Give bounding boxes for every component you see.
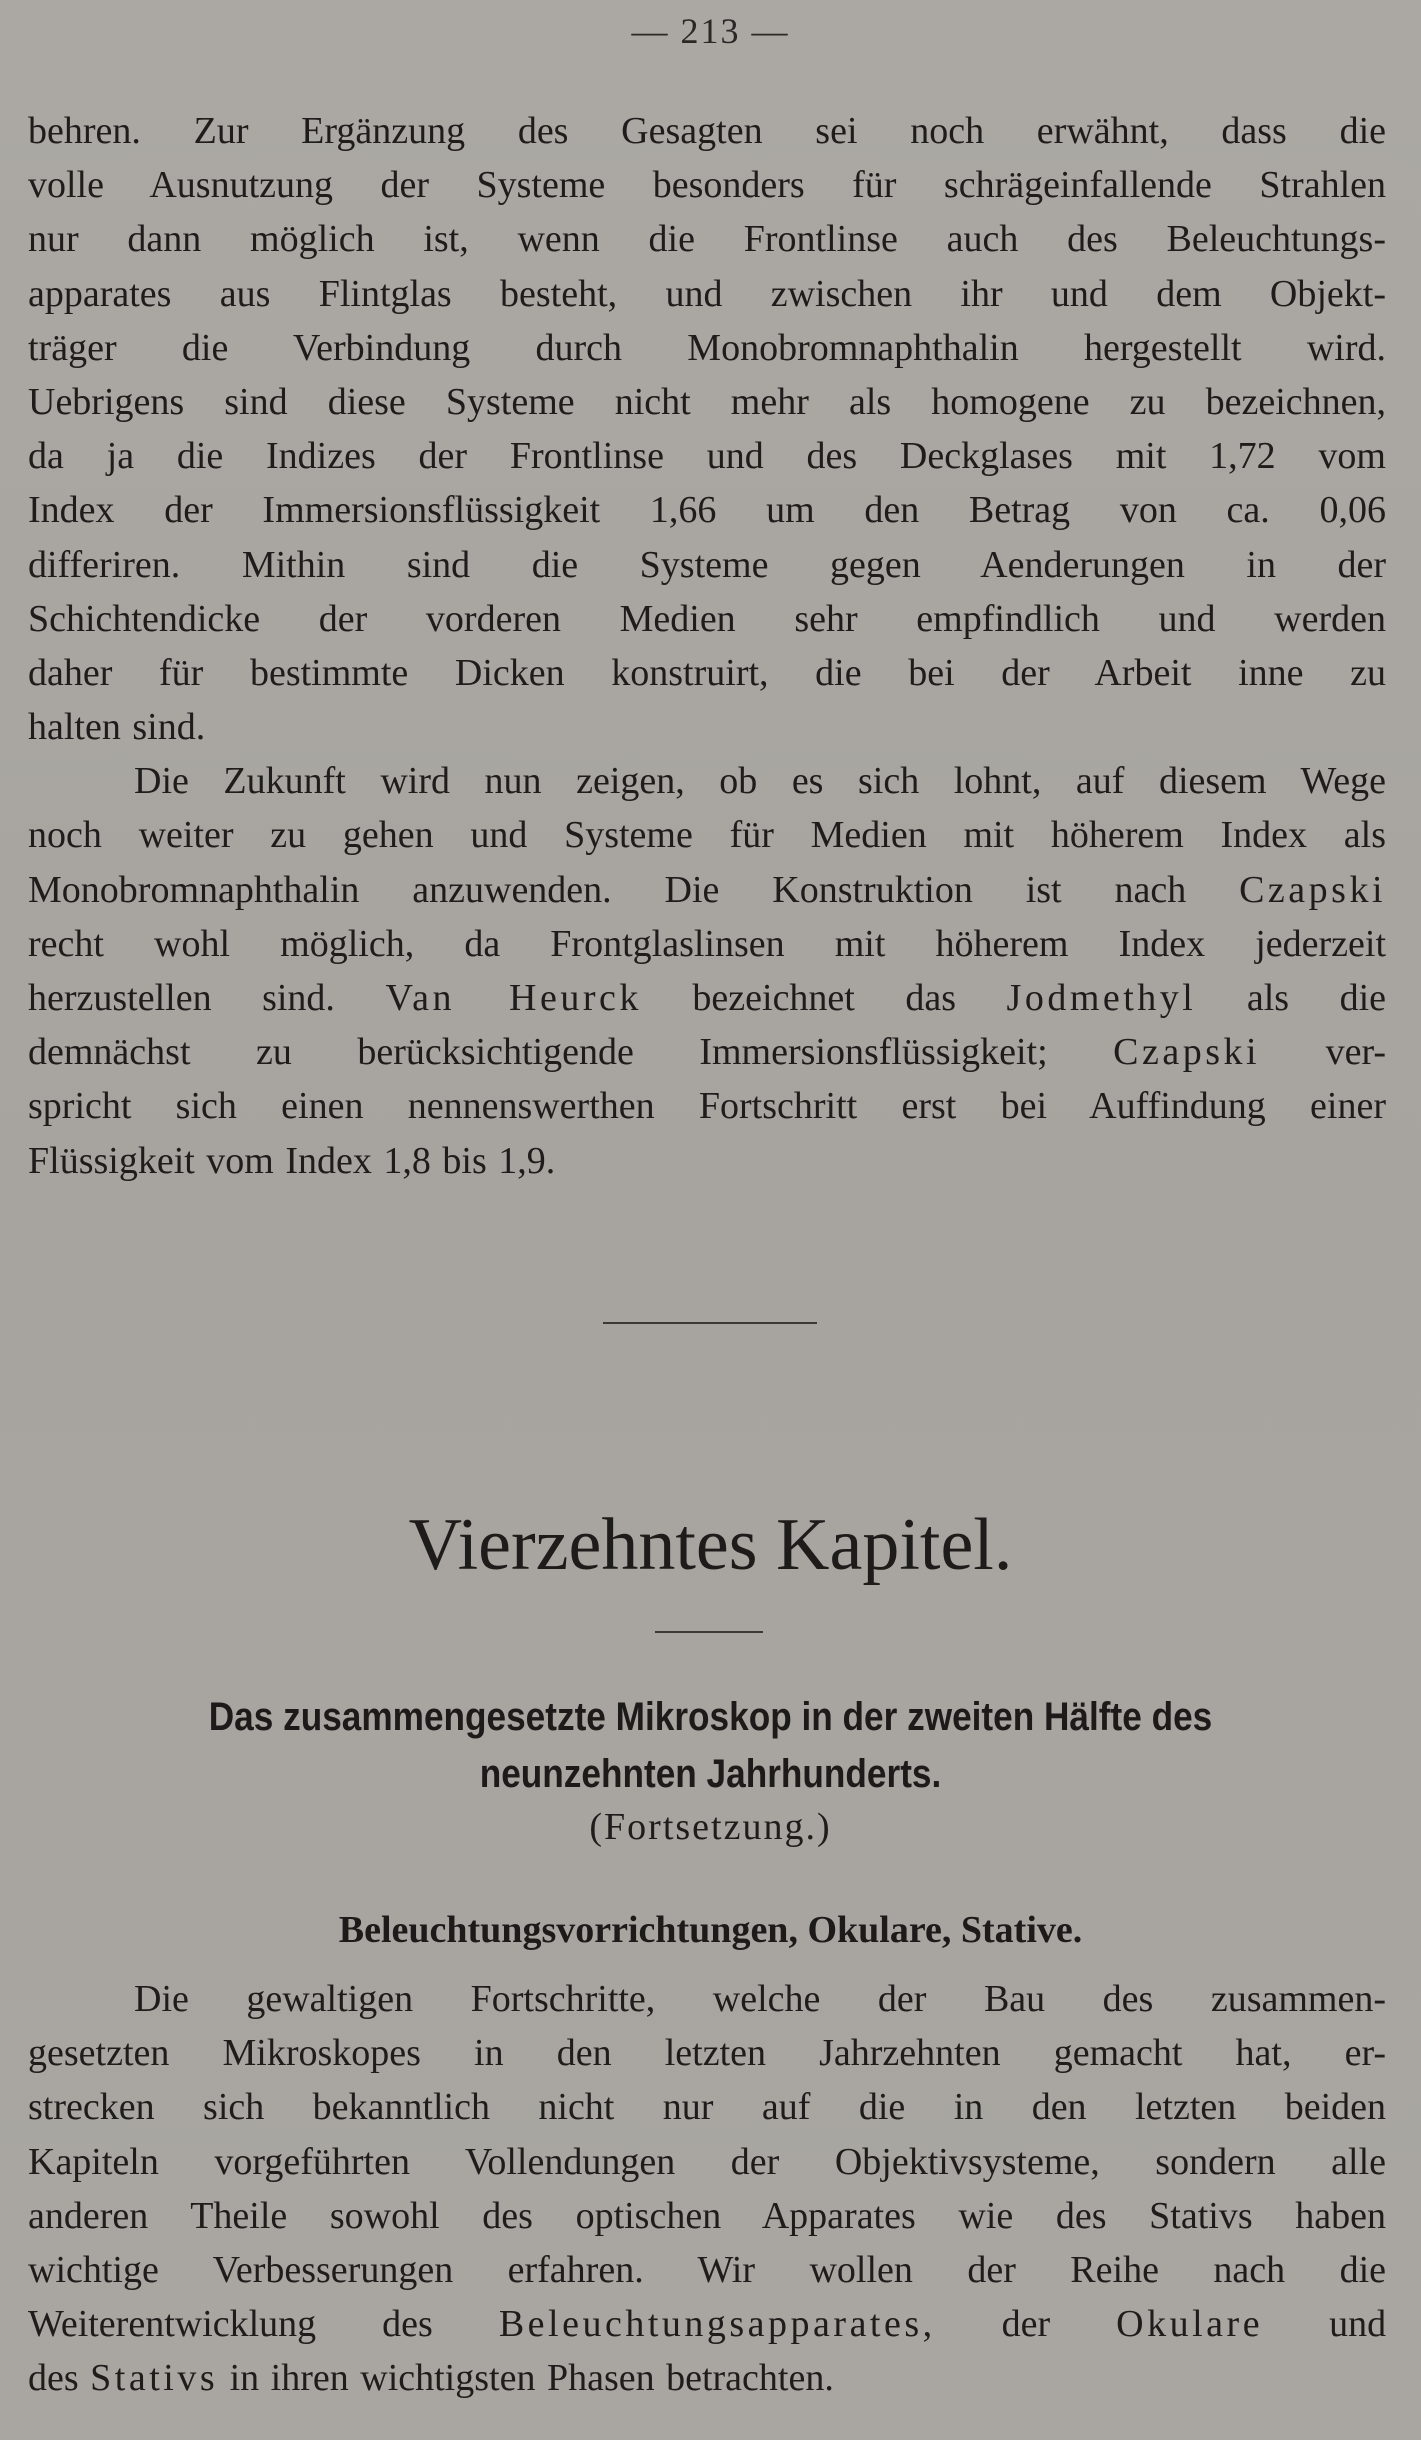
author-name-czapski: Czapski [1239,868,1386,911]
section-title-line-2: neunzehnten Jahrhunderts. [479,1752,942,1796]
text-span: demnächst zu berücksichtigende Immersionsflüssigkeit; [28,1031,1048,1074]
text-line: Flüssigkeit vom Index 1,8 bis 1,9. [28,1139,556,1182]
section-title-line-1: Das zusammengesetzte Mikroskop in der zweiten Hälfte des [208,1695,1213,1739]
text-line [28,2351,1386,2405]
paragraph-continuation [28,104,1386,1188]
text-span: ver- [1325,1031,1386,1074]
text-span: als die [1246,977,1386,1019]
text-line [28,863,1386,917]
chapter-title-rule [655,1631,763,1633]
text-span: Weiterentwicklung des [28,2303,433,2346]
text-span: des [28,2357,79,2400]
text-line: träger die Verbindung durch Monobromnaphthalin hergestellt wird. [28,326,1386,369]
text-line: wichtige Verbesserungen erfahren. Wir wollen der Reihe nach die [28,2248,1386,2291]
text-span: bezeichnet das [692,977,957,1019]
term-stativs: Stativs [90,2357,219,2400]
text-line: apparates aus Flintglas besteht, und zwischen ihr und dem Objekt- [28,272,1386,315]
text-line: Kapiteln vorgeführten Vollendungen der Objektivsysteme, sondern alle [28,2140,1386,2183]
text-span: herzustellen sind. [28,977,335,1019]
text-span: Monobromnaphthalin anzuwenden. Die Konstruktion ist nach [28,868,1187,911]
page-number: — 213 — [631,11,790,51]
term-okulare: Okulare [1116,2303,1264,2346]
text-line: daher für bestimmte Dicken konstruirt, die bei der Arbeit inne zu [28,651,1386,694]
author-name-van-heurck: Van Heurck [385,977,642,1019]
text-line [28,1025,1386,1079]
text-line [28,2297,1386,2351]
text-line: volle Ausnutzung der Systeme besonders für schrägeinfallende Strahlen [28,164,1386,207]
text-line: spricht sich einen nennenswerthen Fortschritt erst bei Auffindung einer [28,1085,1386,1128]
text-span: in ihren wichtigsten Phasen betrachten. [229,2357,834,2400]
subsection-heading: Beleuchtungsvorrichtungen, Okulare, Stative. [338,1909,1083,1951]
text-line: anderen Theile sowohl des optischen Apparates wie des Stativs haben [28,2194,1386,2237]
section-divider [603,1322,817,1324]
text-line: nur dann möglich ist, wenn die Frontlinse auch des Beleuchtungs- [28,218,1386,261]
chapter-title: Vierzehntes Kapitel. [408,1504,1013,1586]
author-name-czapski: Czapski [1113,1031,1261,1074]
text-line: gesetzten Mikroskopes in den letzten Jahrzehnten gemacht hat, er- [28,2032,1386,2075]
text-line: Die gewaltigen Fortschritte, welche der Bau des zusammen- [134,1978,1386,2020]
text-span: der [1001,2303,1051,2346]
text-line [28,971,1386,1025]
text-line: Die Zukunft wird nun zeigen, ob es sich lohnt, auf diesem Wege [134,760,1386,803]
term-jodmethyl: Jodmethyl [1006,977,1197,1019]
continuation-note: (Fortsetzung.) [589,1806,832,1848]
text-line: Schichtendicke der vorderen Medien sehr empfindlich und werden [28,597,1386,640]
paragraph-introduction [28,1972,1386,2406]
text-line: strecken sich bekanntlich nicht nur auf die in den letzten beiden [28,2086,1386,2129]
text-line: differiren. Mithin sind die Systeme gegen Aenderungen in der [28,543,1386,586]
text-line: behren. Zur Ergänzung des Gesagten sei noch erwähnt, dass die [28,110,1386,152]
text-line: Index der Immersionsflüssigkeit 1,66 um den Betrag von ca. 0,06 [28,489,1386,532]
text-line: halten sind. [28,706,206,749]
text-span: und [1329,2303,1386,2346]
text-line: da ja die Indizes der Frontlinse und des Deckglases mit 1,72 vom [28,435,1386,478]
text-line: recht wohl möglich, da Frontglaslinsen mit höherem Index jederzeit [28,922,1386,965]
term-beleuchtungsapparates: Beleuchtungsapparates, [498,2303,936,2346]
text-line: Uebrigens sind diese Systeme nicht mehr als homogene zu bezeichnen, [28,380,1386,423]
text-line: noch weiter zu gehen und Systeme für Medien mit höherem Index als [28,814,1386,857]
